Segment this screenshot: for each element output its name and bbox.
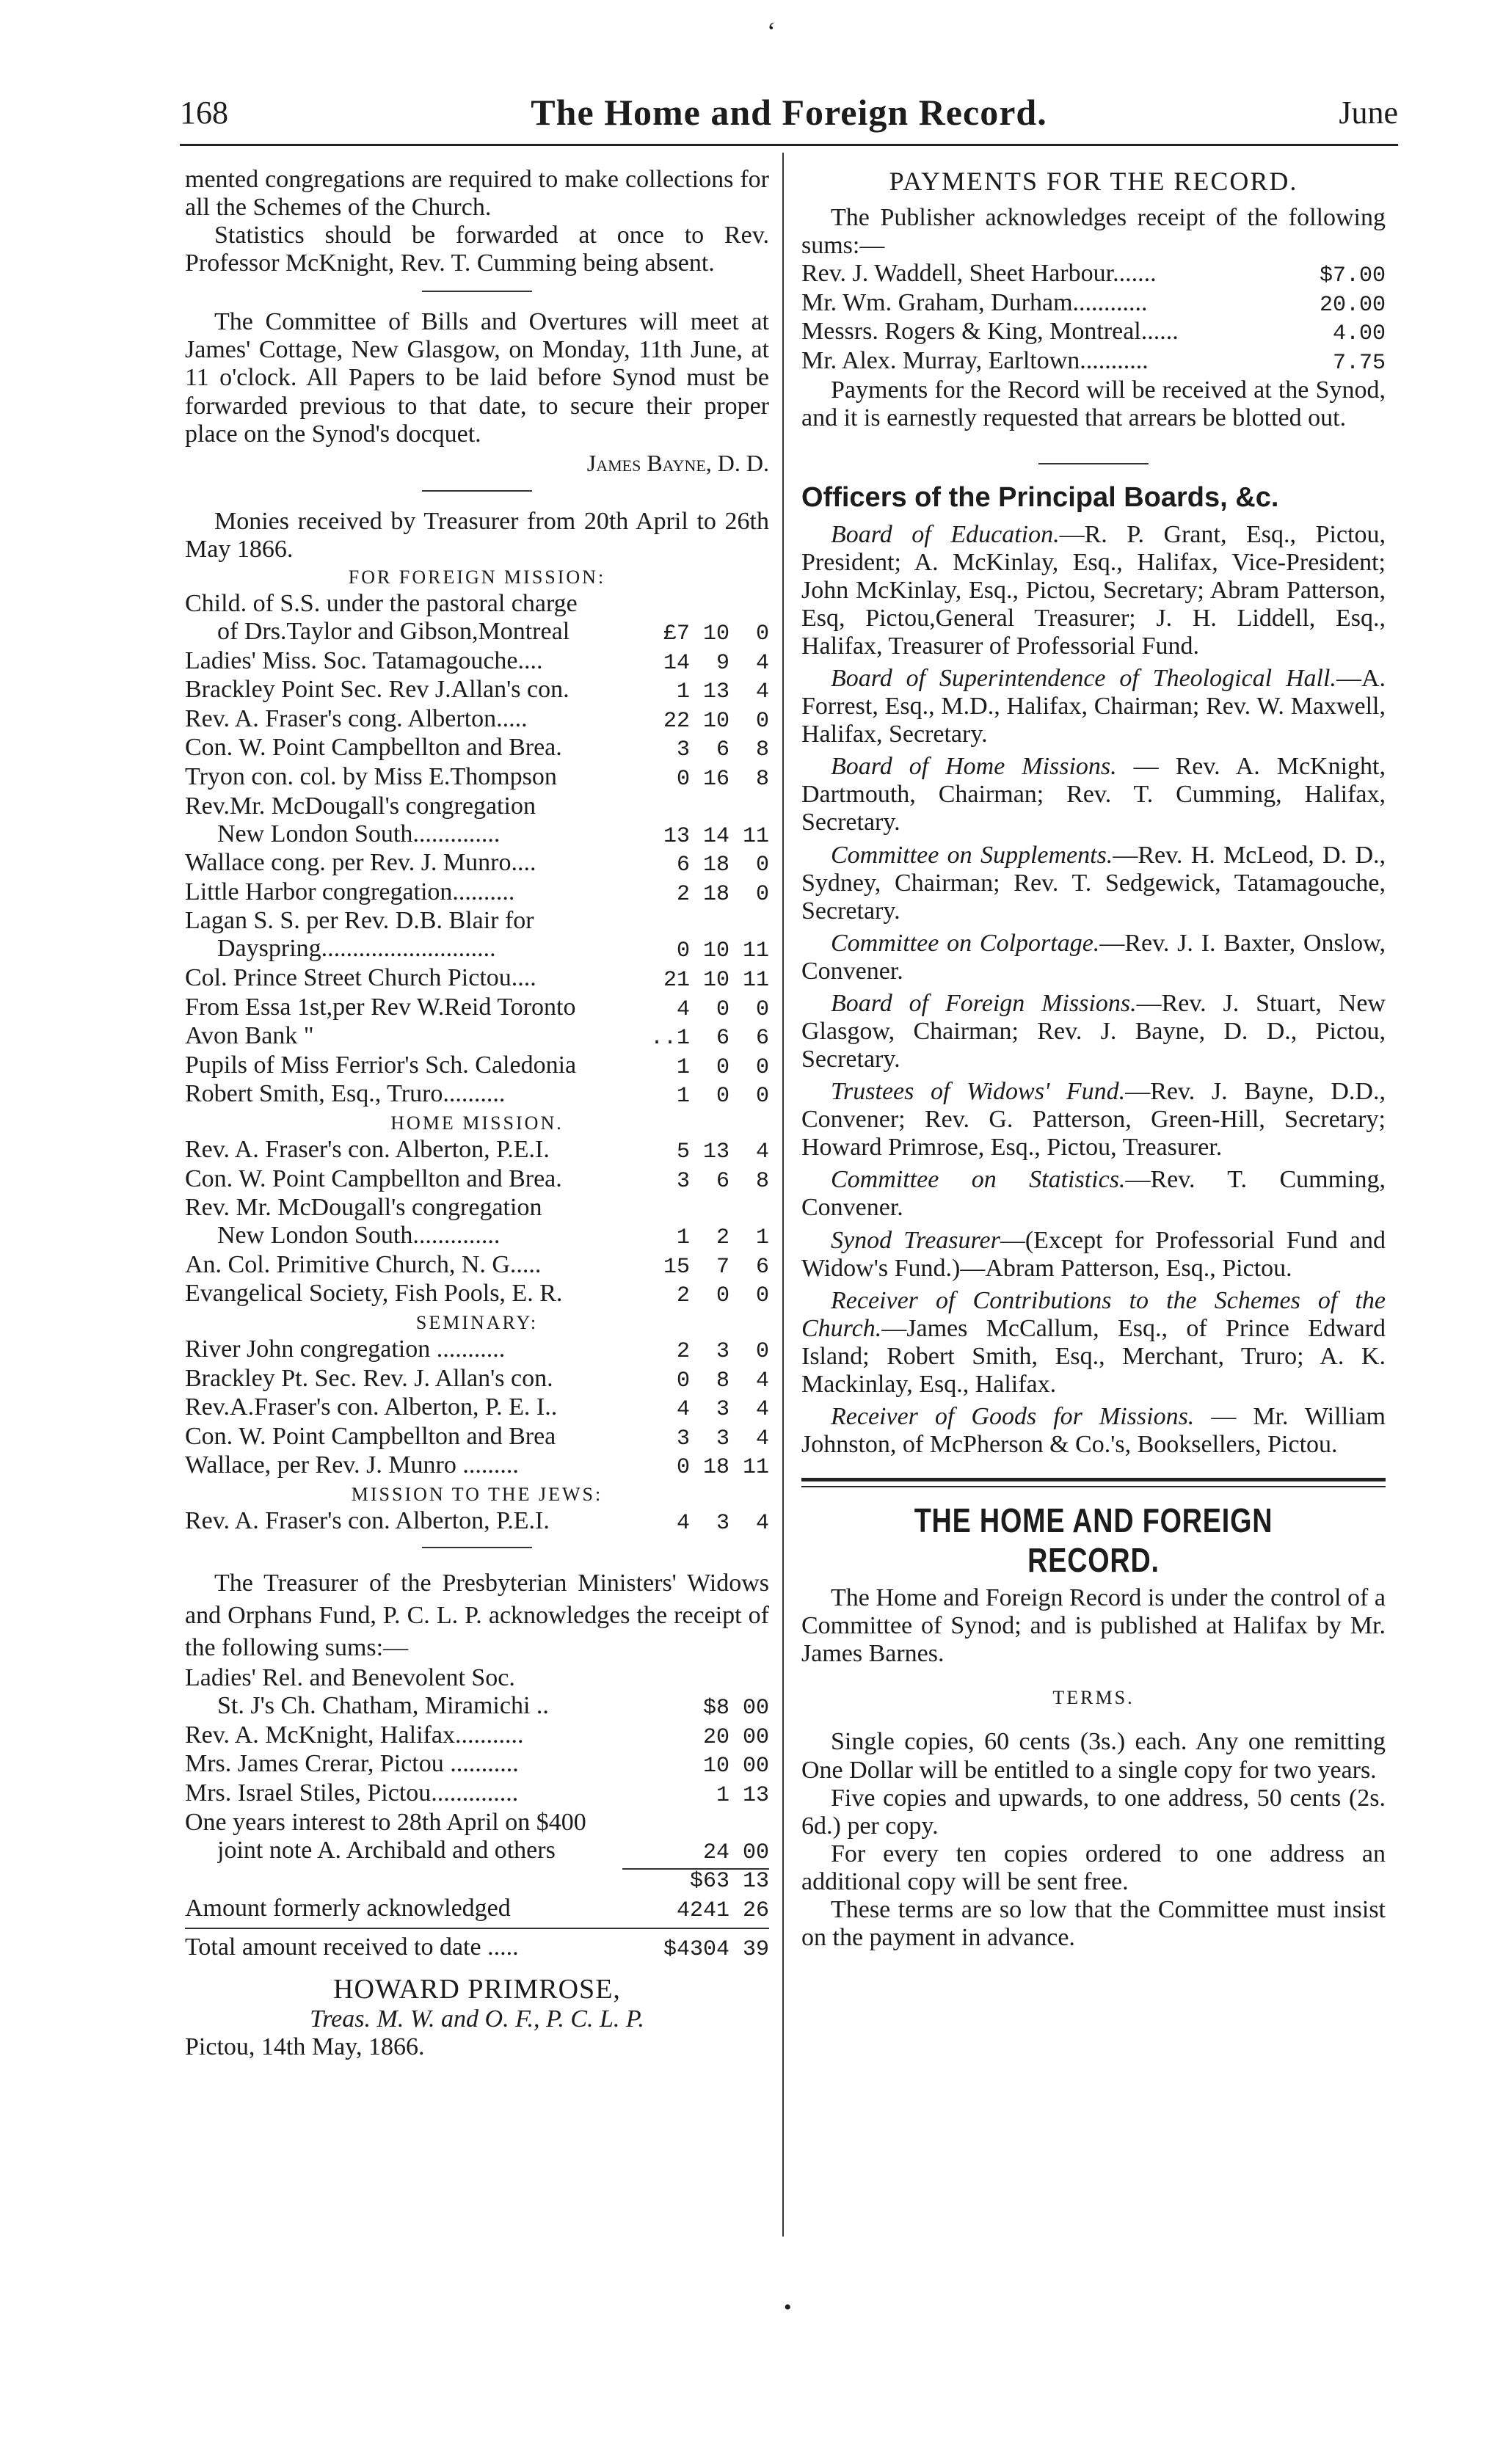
- seminary-entry: [185, 1335, 769, 1365]
- officer-board-members: —Rev. T. Cumming, Convener.: [801, 1166, 1386, 1222]
- foreign-entry-amount: 14 9 4: [663, 650, 769, 676]
- terms-paragraph: For every ten copies ordered to one address an additional copy will be sent free.: [801, 1840, 1386, 1895]
- widows-fund-list: [185, 1664, 769, 1865]
- committee-paragraph: The Committee of Bills and Overtures will meet at James' Cottage, New Glasgow, on Monday, 11th June, at 11 o'clock. All Papers to be laid before Synod must be forwarded previous to that date, to secure their proper place on the Synod's docquet.: [185, 308, 769, 448]
- section-rule: [422, 490, 532, 492]
- payments-list: [801, 260, 1386, 376]
- foreign-entry-amount: ..1 6 6: [636, 1026, 769, 1051]
- foreign-entry-amount: 1 0 0: [663, 1054, 769, 1080]
- seminary-entry: [185, 1393, 769, 1423]
- widows-entry: [185, 1664, 769, 1692]
- payment-entry: [801, 289, 1386, 318]
- payment-entry-text: Messrs. Rogers & King, Montreal......: [801, 318, 1179, 346]
- terms-list: [801, 1728, 1386, 1952]
- foreign-entry-text: Col. Prince Street Church Pictou....: [185, 964, 536, 992]
- header-rule: [180, 144, 1398, 146]
- officer-board-members: —Rev. J. I. Baxter, Onslow, Convener.: [801, 929, 1386, 985]
- home-entry: [185, 1194, 769, 1222]
- home-entry-text: Con. W. Point Campbellton and Brea.: [185, 1164, 562, 1192]
- bottom-dot: •: [784, 2295, 792, 2319]
- payment-entry: [801, 318, 1386, 347]
- foreign-entry-amount: 6 18 0: [663, 853, 769, 878]
- record-heading: THE HOME AND FOREIGN RECORD.: [914, 1501, 1273, 1580]
- foreign-entry-text: Rev.Mr. McDougall's congregation: [185, 792, 536, 820]
- officer-entry: [801, 753, 1386, 836]
- officer-entry: [801, 1166, 1386, 1222]
- foreign-entry: [185, 1022, 769, 1051]
- officer-entry: [801, 521, 1386, 660]
- seminary-entry-text: Con. W. Point Campbellton and Brea: [185, 1422, 556, 1450]
- foreign-entry-text: Brackley Point Sec. Rev J.Allan's con.: [185, 676, 569, 704]
- column-divider: [782, 153, 784, 2237]
- formerly-row: [185, 1895, 769, 1924]
- jews-mission-heading: MISSION TO THE JEWS:: [351, 1484, 603, 1506]
- officer-board-title: Board of Superintendence of Theological Hall.: [831, 665, 1336, 693]
- foreign-entry: [185, 849, 769, 878]
- officer-entry: [801, 842, 1386, 925]
- intro-paragraph: mented congregations are required to make collections for all the Schemes of the Church.: [185, 166, 769, 222]
- total-row: [185, 1933, 769, 1963]
- home-entry-text: Rev. A. Fraser's con. Alberton, P.E.I.: [185, 1136, 550, 1163]
- foreign-entry-amount: 1 0 0: [663, 1084, 769, 1109]
- jews-mission-list: [185, 1507, 769, 1537]
- officer-board-title: Board of Foreign Missions.: [831, 989, 1137, 1017]
- home-entry-amount: 2 0 0: [663, 1283, 769, 1309]
- foreign-entry: [185, 878, 769, 908]
- home-entry-amount: 15 7 6: [663, 1254, 769, 1280]
- foreign-entry-text: Robert Smith, Esq., Truro..........: [185, 1080, 506, 1108]
- home-entry-text: New London South..............: [217, 1222, 501, 1250]
- home-entry: [185, 1222, 769, 1251]
- officer-entry: [801, 665, 1386, 748]
- jews-entry-text: Rev. A. Fraser's con. Alberton, P.E.I.: [185, 1507, 550, 1535]
- officer-entry: [801, 1403, 1386, 1459]
- terms-paragraph: Single copies, 60 cents (3s.) each. Any one remitting One Dollar will be entitled to a single copy for two years.: [801, 1728, 1386, 1784]
- subtotal-row: [185, 1870, 769, 1895]
- foreign-mission-list: [185, 590, 769, 1109]
- foreign-entry-amount: 3 6 8: [663, 737, 769, 763]
- widows-entry-amount: 1 13: [702, 1783, 769, 1809]
- home-entry-text: Evangelical Society, Fish Pools, E. R.: [185, 1280, 563, 1308]
- widows-entry-text: Ladies' Rel. and Benevolent Soc.: [185, 1664, 515, 1692]
- double-rule-bottom: [801, 1486, 1386, 1487]
- jews-entry: [185, 1507, 769, 1537]
- foreign-entry-text: Tryon con. col. by Miss E.Thompson: [185, 762, 557, 790]
- foreign-entry-text: Lagan S. S. per Rev. D.B. Blair for: [185, 907, 534, 935]
- officer-board-members: —James McCallum, Esq., of Prince Edward Island; Robert Smith, Esq., Merchant, Truro; A. K. Mackinlay, Esq., Halifax.: [801, 1314, 1386, 1398]
- issue-month: June: [1339, 95, 1398, 131]
- officer-board-title: Committee on Statistics.: [831, 1166, 1126, 1194]
- widows-entry: [185, 1750, 769, 1779]
- officer-board-title: Committee on Supplements.: [831, 841, 1113, 869]
- home-mission-list: [185, 1136, 769, 1309]
- officer-board-title: Board of Education.: [831, 520, 1060, 548]
- payments-intro: The Publisher acknowledges receipt of the following sums:—: [801, 204, 1386, 260]
- officer-board-title: Synod Treasurer: [831, 1226, 1000, 1254]
- total-amount: $4304 39: [663, 1937, 769, 1963]
- foreign-entry-text: Avon Bank ": [185, 1022, 314, 1050]
- foreign-entry-amount: £7 10 0: [663, 621, 769, 646]
- jews-entry-amount: 4 3 4: [663, 1511, 769, 1537]
- margin-mark: ‘: [767, 17, 776, 46]
- terms-paragraph: These terms are so low that the Committee must insist on the payment in advance.: [801, 1895, 1386, 1951]
- foreign-entry: [185, 964, 769, 994]
- officer-board-members: —(Except for Professorial Fund and Widow's Fund.)—Abram Patterson, Esq., Pictou.: [801, 1226, 1386, 1282]
- foreign-entry: [185, 590, 769, 618]
- officer-board-members: —Rev. J. Stuart, New Glasgow, Chairman; Rev. J. Bayne, D. D., Pictou, Secretary.: [801, 989, 1386, 1074]
- section-rule: [422, 291, 532, 292]
- widows-entry: [185, 1692, 769, 1721]
- seminary-list: [185, 1335, 769, 1481]
- home-entry: [185, 1165, 769, 1195]
- widows-entry: [185, 1779, 769, 1809]
- home-entry: [185, 1136, 769, 1165]
- left-column: [185, 166, 769, 2061]
- foreign-entry-amount: 1 13 4: [663, 679, 769, 705]
- widows-entry-amount: $8 00: [702, 1696, 769, 1721]
- foreign-entry-amount: 2 18 0: [663, 881, 769, 907]
- foreign-entry: [185, 676, 769, 705]
- widows-entry-text: One years interest to 28th April on $400: [185, 1808, 586, 1836]
- section-rule: [1038, 463, 1149, 464]
- widows-entry: [185, 1809, 769, 1837]
- home-entry: [185, 1251, 769, 1280]
- foreign-entry-amount: 0 16 8: [663, 766, 769, 792]
- foreign-entry: [185, 734, 769, 763]
- committee-signature: James Bayne, D. D.: [586, 449, 769, 476]
- payment-entry-amount: 4.00: [1319, 321, 1386, 347]
- widows-entry-text: Mrs. Israel Stiles, Pictou..............: [185, 1779, 519, 1807]
- foreign-entry-text: From Essa 1st,per Rev W.Reid Toronto: [185, 993, 576, 1021]
- foreign-entry: [185, 935, 769, 964]
- widows-entry: [185, 1837, 769, 1866]
- terms-paragraph: Five copies and upwards, to one address, 50 cents (2s. 6d.) per copy.: [801, 1784, 1386, 1840]
- widows-entry-amount: 10 00: [702, 1754, 769, 1779]
- widows-entry-text: Mrs. James Crerar, Pictou ...........: [185, 1750, 519, 1778]
- widows-entry-amount: 24 00: [702, 1840, 769, 1865]
- foreign-entry-text: Con. W. Point Campbellton and Brea.: [185, 734, 562, 762]
- double-rule-top: [801, 1478, 1386, 1481]
- formerly-amount: 4241 26: [676, 1898, 769, 1923]
- widows-entry-text: joint note A. Archibald and others: [217, 1836, 556, 1864]
- foreign-entry: [185, 820, 769, 850]
- foreign-entry-amount: 13 14 11: [663, 823, 769, 849]
- total-label: Total amount received to date .....: [185, 1933, 519, 1961]
- officer-board-title: Receiver of Goods for Missions.: [831, 1403, 1195, 1431]
- foreign-entry: [185, 1080, 769, 1109]
- seminary-entry-amount: 0 18 11: [663, 1455, 769, 1481]
- home-entry-amount: 3 6 8: [663, 1168, 769, 1194]
- payment-entry-text: Mr. Wm. Graham, Durham............: [801, 288, 1148, 316]
- seminary-entry-amount: 2 3 0: [663, 1339, 769, 1365]
- record-paragraph: The Home and Foreign Record is under the control of a Committee of Synod; and is published at Halifax by Mr. James Barnes.: [801, 1584, 1386, 1668]
- journal-title: The Home and Foreign Record.: [531, 92, 1047, 133]
- home-mission-heading: HOME MISSION.: [390, 1112, 564, 1134]
- signer-place: Pictou, 14th May, 1866.: [185, 2033, 425, 2061]
- officers-heading: Officers of the Principal Boards, &c.: [801, 481, 1279, 513]
- seminary-entry: [185, 1365, 769, 1394]
- payment-entry-text: Rev. J. Waddell, Sheet Harbour.......: [801, 260, 1157, 288]
- seminary-entry-text: River John congregation ...........: [185, 1335, 506, 1363]
- section-rule: [422, 1547, 532, 1548]
- seminary-entry-amount: 0 8 4: [663, 1368, 769, 1393]
- home-entry-amount: 1 2 1: [663, 1225, 769, 1251]
- foreign-entry-text: Pupils of Miss Ferrior's Sch. Caledonia: [185, 1051, 577, 1079]
- payment-entry-amount: $7.00: [1319, 263, 1386, 289]
- officer-entry: [801, 1287, 1386, 1399]
- officer-board-title: Trustees of Widows' Fund.: [831, 1078, 1126, 1106]
- page-header: [180, 94, 1398, 138]
- foreign-entry-amount: 21 10 11: [663, 968, 769, 994]
- foreign-entry: [185, 763, 769, 792]
- officer-board-members: —Rev. J. Bayne, D.D., Convener; Rev. G. Patterson, Green-Hill, Secretary; Howard Primrose, Esq., Pictou, Treasurer.: [801, 1078, 1386, 1162]
- payments-note: Payments for the Record will be received at the Synod, and it is earnestly requested that arrears be blotted out.: [801, 376, 1386, 431]
- seminary-entry-text: Brackley Pt. Sec. Rev. J. Allan's con.: [185, 1364, 553, 1392]
- officer-entry: [801, 1078, 1386, 1162]
- payment-entry-amount: 20.00: [1319, 292, 1386, 318]
- foreign-entry: [185, 647, 769, 677]
- foreign-entry-text: Rev. A. Fraser's cong. Alberton.....: [185, 704, 528, 732]
- payment-entry-text: Mr. Alex. Murray, Earltown...........: [801, 346, 1149, 374]
- monies-paragraph: Monies received by Treasurer from 20th April to 26th May 1866.: [185, 507, 769, 563]
- home-entry-amount: 5 13 4: [663, 1140, 769, 1164]
- seminary-entry-amount: 3 3 4: [663, 1426, 769, 1451]
- foreign-mission-heading: FOR FOREIGN MISSION:: [348, 566, 606, 588]
- widows-entry-text: St. J's Ch. Chatham, Miramichi ..: [217, 1692, 549, 1720]
- statistics-paragraph: Statistics should be forwarded at once to Rev. Professor McKnight, Rev. T. Cumming being absent.: [185, 222, 769, 277]
- subtotal-amount: $63 13: [689, 1869, 769, 1895]
- foreign-entry-amount: 0 10 11: [663, 938, 769, 964]
- payments-heading: PAYMENTS FOR THE RECORD.: [889, 167, 1298, 196]
- foreign-entry: [185, 792, 769, 820]
- foreign-entry-text: Dayspring............................: [217, 935, 496, 963]
- signer-name: HOWARD PRIMROSE,: [333, 1974, 621, 2005]
- seminary-entry-text: Rev.A.Fraser's con. Alberton, P. E. I..: [185, 1393, 558, 1421]
- widows-entry-amount: 20 00: [702, 1724, 769, 1750]
- officer-board-title: Board of Home Missions.: [831, 753, 1117, 781]
- foreign-entry-text: Wallace cong. per Rev. J. Munro....: [185, 849, 536, 877]
- officer-board-title: Committee on Colportage.: [831, 929, 1100, 957]
- foreign-entry: [185, 705, 769, 735]
- home-entry: [185, 1280, 769, 1309]
- foreign-entry-amount: 22 10 0: [663, 708, 769, 734]
- seminary-entry-text: Wallace, per Rev. J. Munro .........: [185, 1451, 519, 1479]
- foreign-entry: [185, 618, 769, 647]
- foreign-entry-text: Ladies' Miss. Soc. Tatamagouche....: [185, 646, 543, 674]
- widows-entry-text: Rev. A. McKnight, Halifax...........: [185, 1721, 524, 1749]
- foreign-entry-text: Child. of S.S. under the pastoral charge: [185, 589, 578, 617]
- home-entry-text: Rev. Mr. McDougall's congregation: [185, 1194, 542, 1222]
- seminary-entry: [185, 1423, 769, 1452]
- officers-list: [801, 521, 1386, 1459]
- widows-entry: [185, 1721, 769, 1751]
- officer-board-title: Receiver of Contributions to the Schemes of the Church.: [801, 1286, 1386, 1342]
- foreign-entry: [185, 994, 769, 1023]
- payment-entry-amount: 7.75: [1319, 350, 1386, 376]
- foreign-entry-text: Little Harbor congregation..........: [185, 878, 515, 905]
- officer-board-members: —A. Forrest, Esq., M.D., Halifax, Chairman; Rev. W. Maxwell, Halifax, Secretary.: [801, 665, 1386, 748]
- officer-board-members: —Rev. H. McLeod, D. D., Sydney, Chairman; Rev. T. Sedgewick, Tatamagouche, Secretary.: [801, 841, 1386, 925]
- foreign-entry-text: New London South..............: [217, 820, 501, 848]
- seminary-entry-amount: 4 3 4: [663, 1397, 769, 1423]
- foreign-entry: [185, 907, 769, 935]
- seminary-heading: SEMINARY:: [415, 1312, 539, 1334]
- total-rule: [185, 1928, 769, 1929]
- payment-entry: [801, 260, 1386, 289]
- seminary-entry: [185, 1451, 769, 1481]
- officer-board-members: —R. P. Grant, Esq., Pictou, President; A. McKinlay, Esq., Halifax, Vice-President; John McKinlay, Esq., Pictou, Secretary; Abram Patterson, Esq, Pictou,General Treasurer; J. H. Liddell, Esq., Halifax, Treasurer of Professorial Fund.: [801, 520, 1386, 660]
- foreign-entry-amount: 4 0 0: [663, 996, 769, 1022]
- right-column: [801, 166, 1386, 1952]
- home-entry-text: An. Col. Primitive Church, N. G.....: [185, 1250, 542, 1278]
- officer-entry: [801, 1227, 1386, 1283]
- widows-paragraph: The Treasurer of the Presbyterian Ministers' Widows and Orphans Fund, P. C. L. P. acknowledges the receipt of the following sums:—: [185, 1569, 769, 1661]
- officer-entry: [801, 990, 1386, 1074]
- officer-board-members: — Mr. William Johnston, of McPherson & Co.'s, Booksellers, Pictou.: [801, 1403, 1386, 1459]
- page-number: 168: [180, 95, 228, 131]
- formerly-label: Amount formerly acknowledged: [185, 1894, 511, 1922]
- terms-heading: TERMS.: [1052, 1687, 1135, 1709]
- foreign-entry: [185, 1051, 769, 1081]
- signer-title: Treas. M. W. and O. F., P. C. L. P.: [310, 2005, 644, 2033]
- foreign-entry-text: of Drs.Taylor and Gibson,Montreal: [217, 617, 570, 645]
- payment-entry: [801, 347, 1386, 376]
- officer-entry: [801, 930, 1386, 985]
- officer-board-members: — Rev. A. McKnight, Dartmouth, Chairman; Rev. T. Cumming, Halifax, Secretary.: [801, 753, 1386, 836]
